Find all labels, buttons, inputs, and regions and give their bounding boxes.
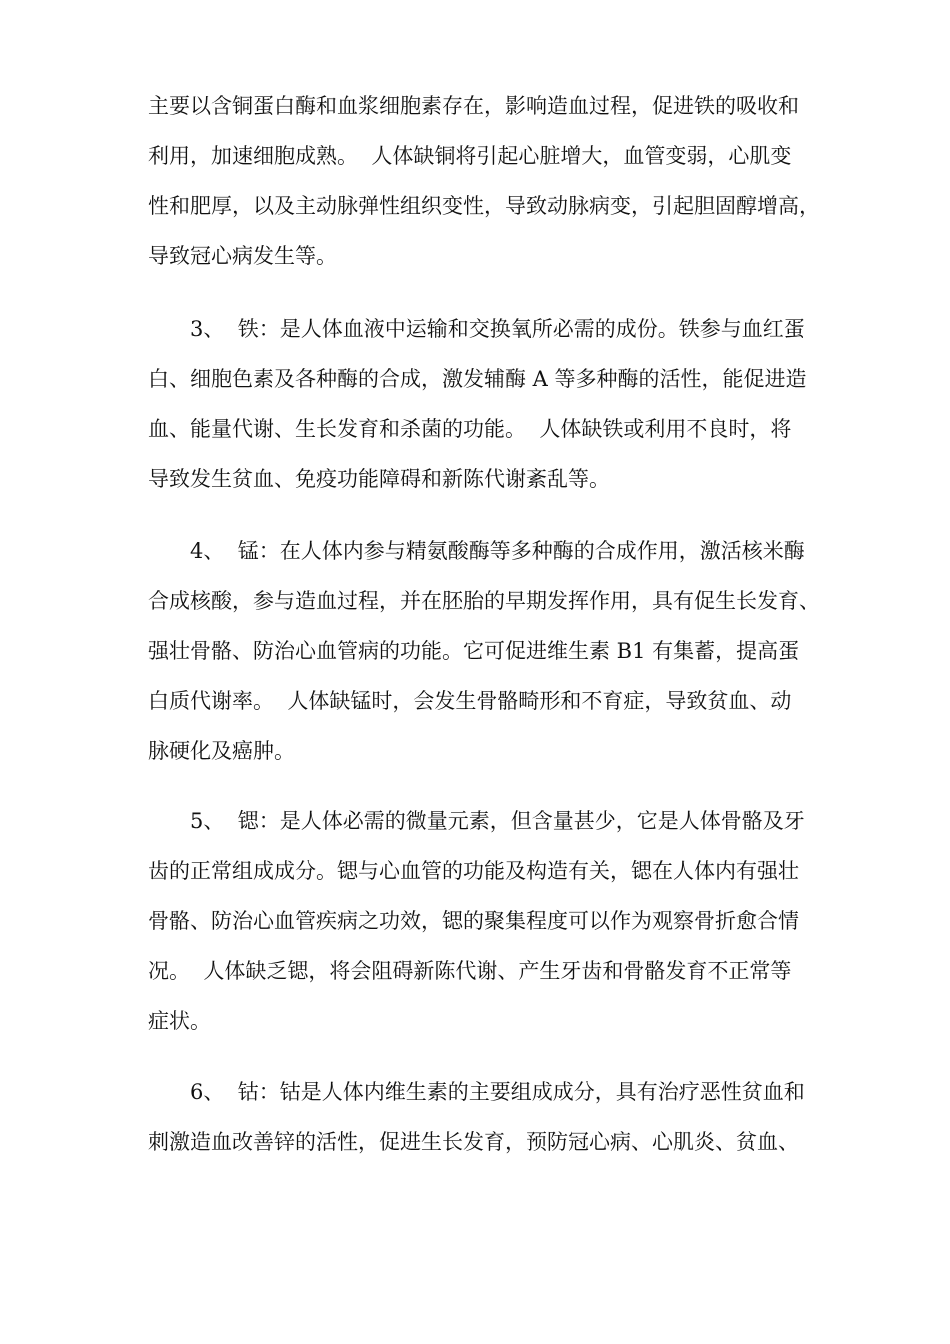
text-line: 导致发生贫血、免疫功能障碍和新陈代谢紊乱等。 <box>148 467 610 491</box>
text-line: 5、 锶：是人体必需的微量元素，但含量甚少，它是人体骨骼及牙 <box>190 809 805 833</box>
text-line: 性和肥厚，以及主动脉弹性组织变性，导致动脉病变，引起胆固醇增高， <box>148 194 820 218</box>
text-line: 刺激造血改善锌的活性，促进生长发育，预防冠心病、心肌炎、贫血、 <box>148 1130 799 1154</box>
text-line: 合成核酸，参与造血过程，并在胚胎的早期发挥作用，具有促生长发育、 <box>148 589 820 613</box>
text-line: 利用，加速细胞成熟。 人体缺铜将引起心脏增大，血管变弱，心肌变 <box>148 144 792 168</box>
text-line: 骨骼、防治心血管疾病之功效，锶的聚集程度可以作为观察骨折愈合情 <box>148 909 799 933</box>
text-line: 白质代谢率。 人体缺锰时，会发生骨骼畸形和不育症，导致贫血、动 <box>148 689 792 713</box>
text-line: 脉硬化及癌肿。 <box>148 739 295 763</box>
text-line: 白、细胞色素及各种酶的合成，激发辅酶 A 等多种酶的活性，能促进造 <box>148 367 807 391</box>
text-line: 齿的正常组成成分。锶与心血管的功能及构造有关，锶在人体内有强壮 <box>148 859 799 883</box>
text-line: 4、 锰：在人体内参与精氨酸酶等多种酶的合成作用，激活核米酶 <box>190 539 805 563</box>
text-line: 症状。 <box>148 1009 211 1033</box>
text-line: 导致冠心病发生等。 <box>148 244 337 268</box>
text-line: 血、能量代谢、生长发育和杀菌的功能。 人体缺铁或利用不良时，将 <box>148 417 792 441</box>
text-line: 3、 铁：是人体血液中运输和交换氧所必需的成份。铁参与血红蛋 <box>190 317 805 341</box>
text-line: 强壮骨骼、防治心血管病的功能。它可促进维生素 B1 有集蓄，提高蛋 <box>148 639 800 663</box>
text-line: 主要以含铜蛋白酶和血浆细胞素存在，影响造血过程，促进铁的吸收和 <box>148 94 799 118</box>
text-line: 况。 人体缺乏锶，将会阻碍新陈代谢、产生牙齿和骨骼发育不正常等 <box>148 959 792 983</box>
text-line: 6、 钴：钴是人体内维生素的主要组成成分，具有治疗恶性贫血和 <box>190 1080 805 1104</box>
